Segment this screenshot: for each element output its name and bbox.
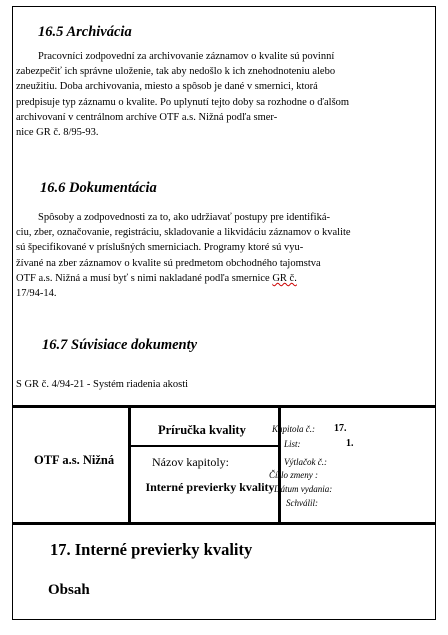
chapter-heading: 17. Interné previerky kvality: [50, 540, 253, 559]
text-line-part: OTF a.s. Nižná a musí byť s nimi nakladané podľa smernice: [16, 272, 273, 284]
text-line: žívané na zber záznamov o kvalite sú predmetom obchodného tajomstva: [16, 257, 321, 269]
text-line: S GR č. 4/94-21 - Systém riadenia akosti: [16, 379, 189, 390]
manual-title: Príručka kvality: [158, 423, 246, 437]
meta-label-change: Číslo zmeny :: [269, 470, 318, 480]
section-body-archivacia: [16, 49, 349, 140]
section-title-archivacia: 16.5 Archivácia: [38, 24, 132, 40]
table-divider-middle: [128, 445, 280, 447]
chapter-name: Interné previerky kvality: [145, 480, 275, 494]
underlined-reference: GR č.: [272, 272, 297, 284]
meta-value-chapter: 17.: [334, 423, 347, 434]
text-line: predpisuje typ záznamu o kvalite. Po uplynutí tejto doby sa rozhodne o ďalšom: [16, 96, 350, 108]
meta-label-approved: Schválil:: [286, 498, 318, 508]
text-line: ciu, zber, označovanie, registráciu, skladovanie a likvidáciu záznamov o kvalite: [16, 227, 351, 239]
text-line: zabezpečiť ich správne uloženie, tak aby nedošlo k ich znehodnoteniu alebo: [16, 66, 336, 78]
text-line: 17/94-14.: [16, 287, 57, 299]
meta-label-issue-date: Dátum vydania:: [274, 484, 333, 494]
text-line: sú špecifikované v príslušných smerniciach. Programy ktoré sú vyu-: [16, 242, 304, 254]
company-name: OTF a.s. Nižná: [34, 453, 115, 467]
contents-heading: Obsah: [48, 582, 90, 598]
meta-value-sheet: 1.: [346, 438, 354, 449]
meta-label-copy: Výtlačok č.:: [284, 457, 327, 467]
table-border-bottom: [12, 522, 436, 525]
section-body-dokumentacia: [16, 210, 351, 301]
section-title-suvisiace-dokumenty: 16.7 Súvisiace dokumenty: [42, 337, 198, 353]
text-line: zneužitiu. Doba archivovania, miesto a spôsob je dané v smernici, ktorá: [16, 81, 318, 93]
section-body-suvisiace-dokumenty: [16, 377, 188, 392]
text-line: nice GR č. 8/95-93.: [16, 126, 99, 138]
table-border-top: [12, 405, 436, 408]
table-divider-left: [128, 405, 131, 524]
document-header-table: [12, 405, 436, 525]
text-line: archivovaní v centrálnom archíve OTF a.s. Nižná podľa smer-: [16, 111, 278, 123]
section-title-dokumentacia: 16.6 Dokumentácia: [40, 180, 157, 196]
meta-label-chapter: Kapitola č.:: [272, 424, 315, 434]
meta-label-sheet: List:: [284, 439, 301, 449]
table-divider-right: [278, 405, 281, 524]
text-line: [16, 271, 351, 286]
chapter-name-label: Názov kapitoly:: [152, 455, 229, 469]
text-line: Pracovníci zodpovední za archivovanie záznamov o kvalite sú povinní: [38, 51, 335, 62]
text-line: Spôsoby a zodpovednosti za to, ako udržiavať postupy pre identifiká-: [38, 212, 331, 223]
